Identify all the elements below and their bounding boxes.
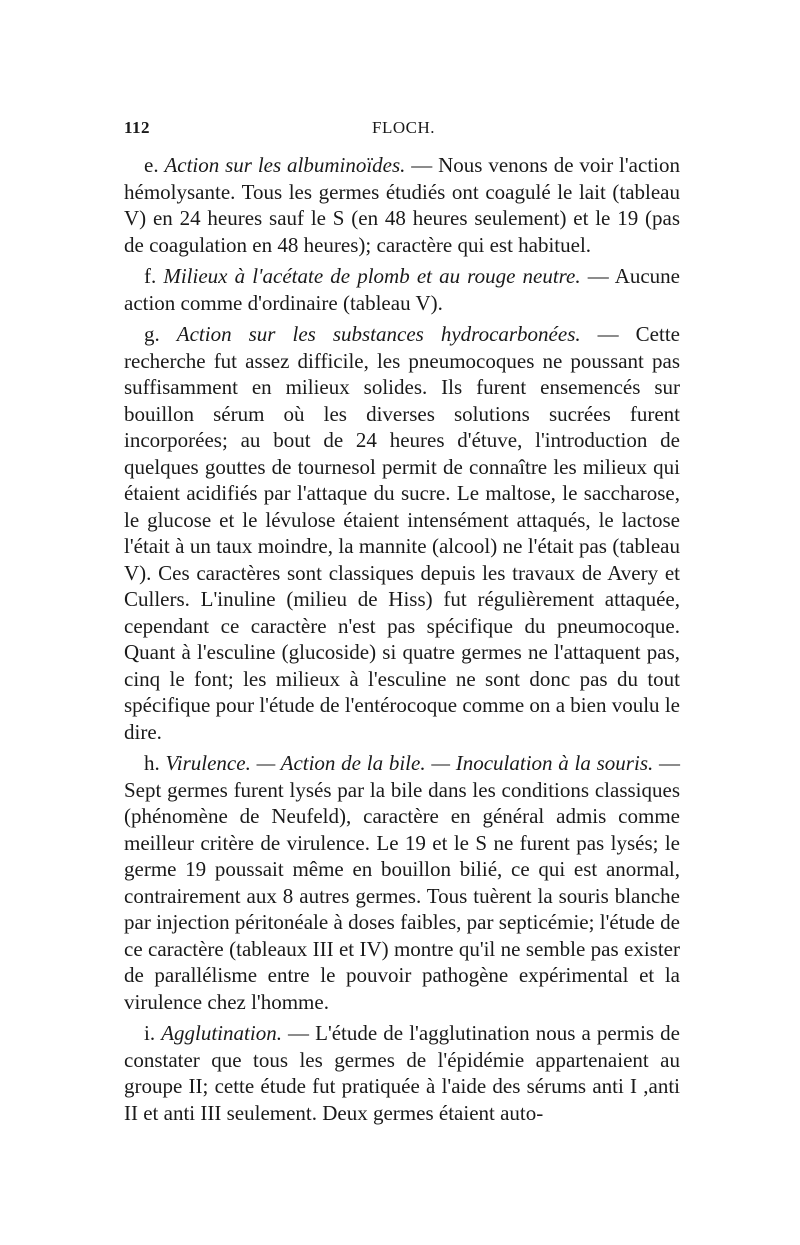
section-heading: Action sur les albuminoïdes.	[164, 153, 406, 177]
section-heading: Agglutination.	[161, 1021, 282, 1045]
section-body: — Sept germes furent lysés par la bile dans les conditions classiques (phénomène de Neufeld), caractère en général admis comme meilleur critère de virulence. Le 19 et le S ne furent pas lysés; le germe 19 poussait même en bouillon bilié, ce qui est anormal, contrairement aux 8 autres germes. Tous tuèrent la souris blanche par injection péritonéale à doses faibles, par septicémie; l'étude de ce caractère (tableaux III et IV) montre qu'il ne semble pas exister de parallélisme entre le pouvoir pathogène expérimental et la virulence chez l'homme.	[124, 751, 680, 1014]
section-marker: i.	[144, 1021, 156, 1045]
section-marker: e.	[144, 153, 159, 177]
running-head	[124, 118, 680, 152]
section-marker: g.	[144, 322, 160, 346]
running-title: FLOCH.	[372, 118, 435, 137]
section-heading: Virulence. — Action de la bile. — Inoculation à la souris.	[165, 751, 654, 775]
page-number: 112	[124, 118, 151, 137]
section-i-paragraph	[124, 1020, 680, 1126]
section-heading: Milieux à l'acétate de plomb et au rouge neutre.	[163, 264, 581, 288]
book-page	[124, 118, 680, 1126]
section-body: — Cette recherche fut assez difficile, les pneumocoques ne poussant pas suffisamment en milieux solides. Ils furent ensemencés sur bouillon sérum où les diverses solutions sucrées furent incorporées; au bout de 24 heures d'étuve, l'introduction de quelques gouttes de tournesol permit de connaître les milieux qui étaient acidifiés par l'attaque du sucre. Le maltose, le saccharose, le glucose et le lévulose étaient intensément attaqués, le lactose l'était à un taux moindre, la mannite (alcool) ne l'était pas (tableau V). Ces caractères sont classiques depuis les travaux de Avery et Cullers. L'inuline (milieu de Hiss) fut régulièrement attaquée, cependant ce caractère n'est pas spécifique du pneumocoque. Quant à l'esculine (glucoside) si quatre germes ne l'attaquent pas, cinq le font; les milieux à l'esculine ne sont donc pas du tout spécifique pour l'étude de l'entérocoque comme on a bien voulu le dire.	[124, 322, 680, 744]
section-h-paragraph	[124, 750, 680, 1015]
section-body: — Nous venons de voir l'action hémolysante. Tous les germes étudiés ont coagulé le lait (tableau V) en 24 heures sauf le S (en 48 heures seulement) et le 19 (pas de coagulation en 48 heures); caractère qui est habituel.	[124, 153, 680, 257]
section-heading: Action sur les substances hydrocarbonées.	[176, 322, 581, 346]
section-marker: f.	[144, 264, 157, 288]
section-e-paragraph	[124, 152, 680, 258]
section-g-paragraph	[124, 321, 680, 745]
section-marker: h.	[144, 751, 160, 775]
section-body: — L'étude de l'agglutination nous a permis de constater que tous les germes de l'épidémie appartenaient au groupe II; cette étude fut pratiquée à l'aide des sérums anti I ,anti II et anti III seulement. Deux germes étaient auto-	[124, 1021, 680, 1125]
section-body: — Aucune action comme d'ordinaire (tableau V).	[124, 264, 681, 315]
section-f-paragraph	[124, 263, 680, 316]
